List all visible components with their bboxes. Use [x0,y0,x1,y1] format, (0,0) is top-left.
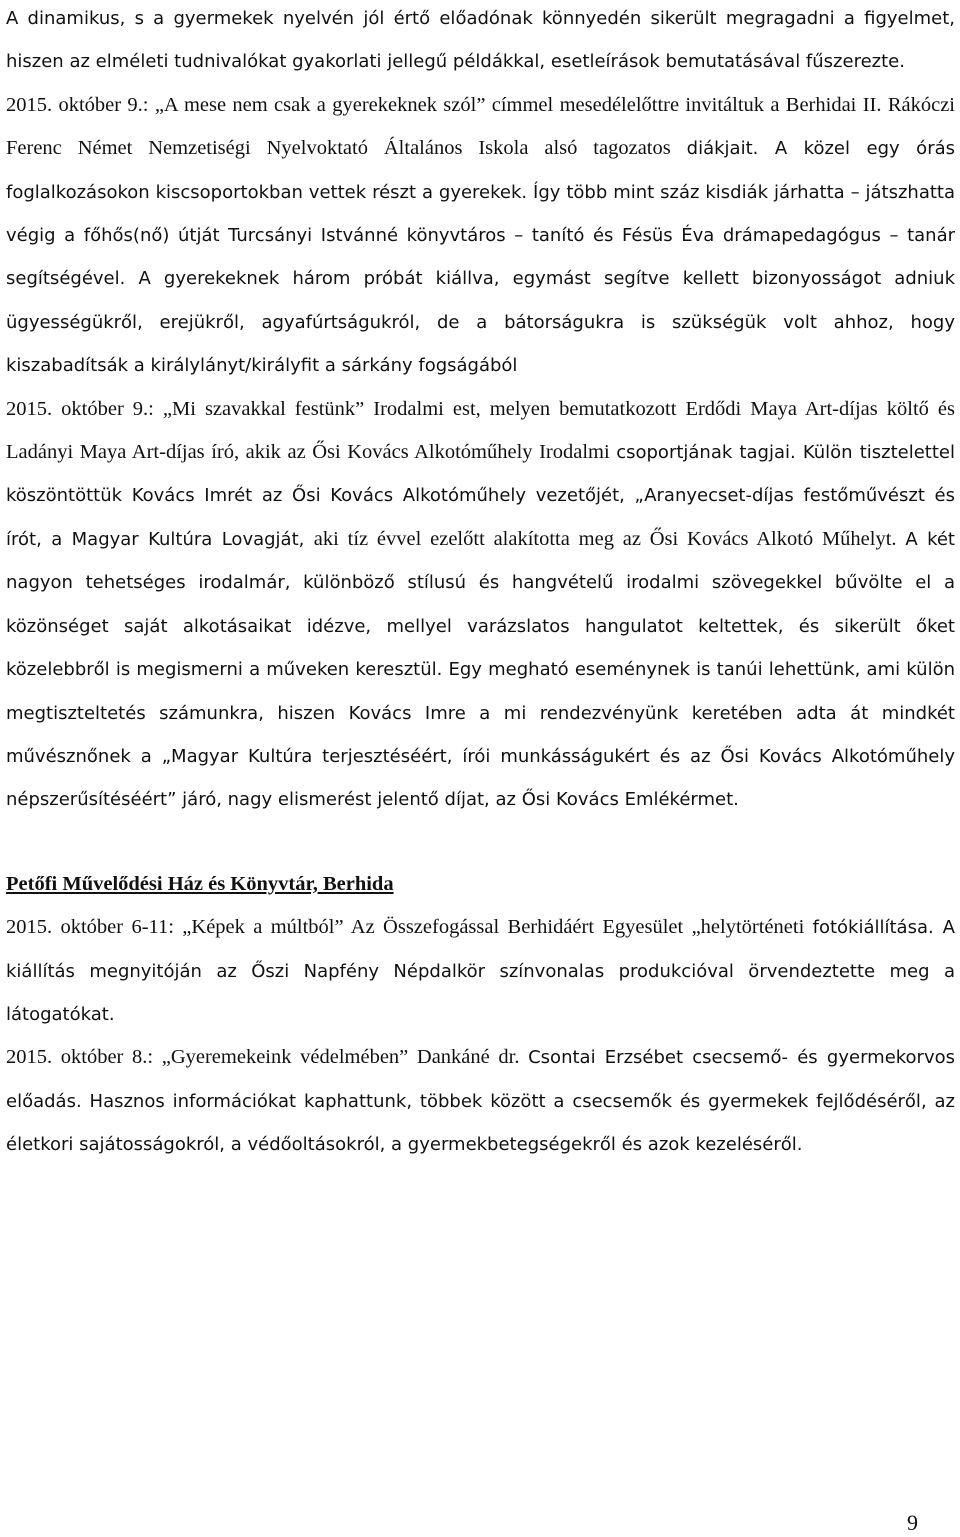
paragraph-text: A két nagyon tehetséges irodalmár, különböző stílusú és hangvételű irodalmi szövegekkel bűvölte el a közönséget saját alkotásaikat idézve, mellyel varázslatos hangulatot keltettek, és sikerült őket közelebbről is megismerni a műveken keresztül. Egy megható eseménynek is tanúi lehettünk, ami külön megtiszteltetés számunkra, hiszen Kovács Imre a mi rendezvényünk keretében adta át mindkét művésznőnek a „Magyar Kultúra terjesztéséért, írói munkásságukért és az Ősi Kovács Alkotóműhely népszerűsítéséért” járó, nagy elismerést jelentő díjat, az Ősi Kovács Emlékérmet. [6,528,955,811]
paragraph-text: Csontai Erzsébet csecsemő- és gyermekorvos előadás. Hasznos információkat kaphattunk, többek között a csecsemők és gyermekek fejlődéséről, az életkori sajátosságokról, a védőoltásokról, a gyermekbetegségekről és azok kezeléséről. [6,1047,956,1156]
section-body-text [6,906,955,1166]
paragraph [6,84,955,388]
paragraph-text: 2015. október 8.: „Gyeremekeink védelmében” Dankáné dr. [6,1046,529,1069]
paragraph-text: 2015. október 6-11: „Képek a múltból” Az Összefogással Berhidáért Egyesület „helytörténeti [6,916,813,939]
document-page [6,0,955,1167]
section-heading: Petőfi Művelődési Ház és Könyvtár, Berhida [6,872,394,895]
paragraph-text: diákjait. A közel egy órás foglalkozásokon kiscsoportokban vettek részt a gyerekek. Így több mint száz kisdiák járhatta – játszhatta végig a főhős(nő) útját Turcsányi Istvánné könyvtáros – tanító és Fésüs Éva drámapedagógus – tanár segítségével. A gyerekeknek három próbát kiállva, egymást segítve kellett bizonyosságot adniuk ügyességükről, erejükről, agyafúrtságukról, de a bátorságukra is szükségük volt ahhoz, hogy kiszabadítsák a királylányt/királyfit a sárkány fogságából [6,138,956,377]
paragraph-text: 2015. október 9.: „A mese nem csak a gyerekeknek szól” címmel mesedélelőttre invitáltuk a Berhidai II. Rákóczi Ferenc Német Nemzetiségi Nyelvoktató Általános Iskola alsó tagozatos [6,93,955,160]
paragraph [6,1036,955,1166]
paragraph-text: aki tíz évvel ezelőtt alakította meg az Ősi Kovács Alkotó Műhelyt. [313,527,906,550]
paragraph-text: fotókiállítása. A kiállítás megnyitóján az Őszi Napfény Népdalkör színvonalas produkcióval örvendeztette meg a látogatókat. [6,917,955,1025]
section-spacer [6,822,955,863]
paragraph [6,906,955,1036]
paragraph [6,0,955,84]
body-text [6,0,955,822]
paragraph-text: csoportjának tagjai. Külön tisztelettel köszöntöttük Kovács Imrét az Ősi Kovács Alkotóműhely vezetőjét, „Aranyecset-díjas festőművészt és írót, a Magyar Kultúra Lovagját, [6,442,955,550]
page-number: 9 [907,1510,918,1535]
paragraph [6,388,955,822]
paragraph-text: A dinamikus, s a gyermekek nyelvén jól értő előadónak könnyedén sikerült megragadni a figyelmet, hiszen az elméleti tudnivalókat gyakorlati jellegű példákkal, esetleírások bemutatásával fűszerezte. [6,8,955,73]
paragraph-text: 2015. október 9.: „Mi szavakkal festünk” Irodalmi est, melyen bemutatkozott Erdődi Maya Art-díjas költő és Ladányi Maya Art-díjas író, akik az Ősi Kovács Alkotóműhely Irodalmi [6,397,955,464]
